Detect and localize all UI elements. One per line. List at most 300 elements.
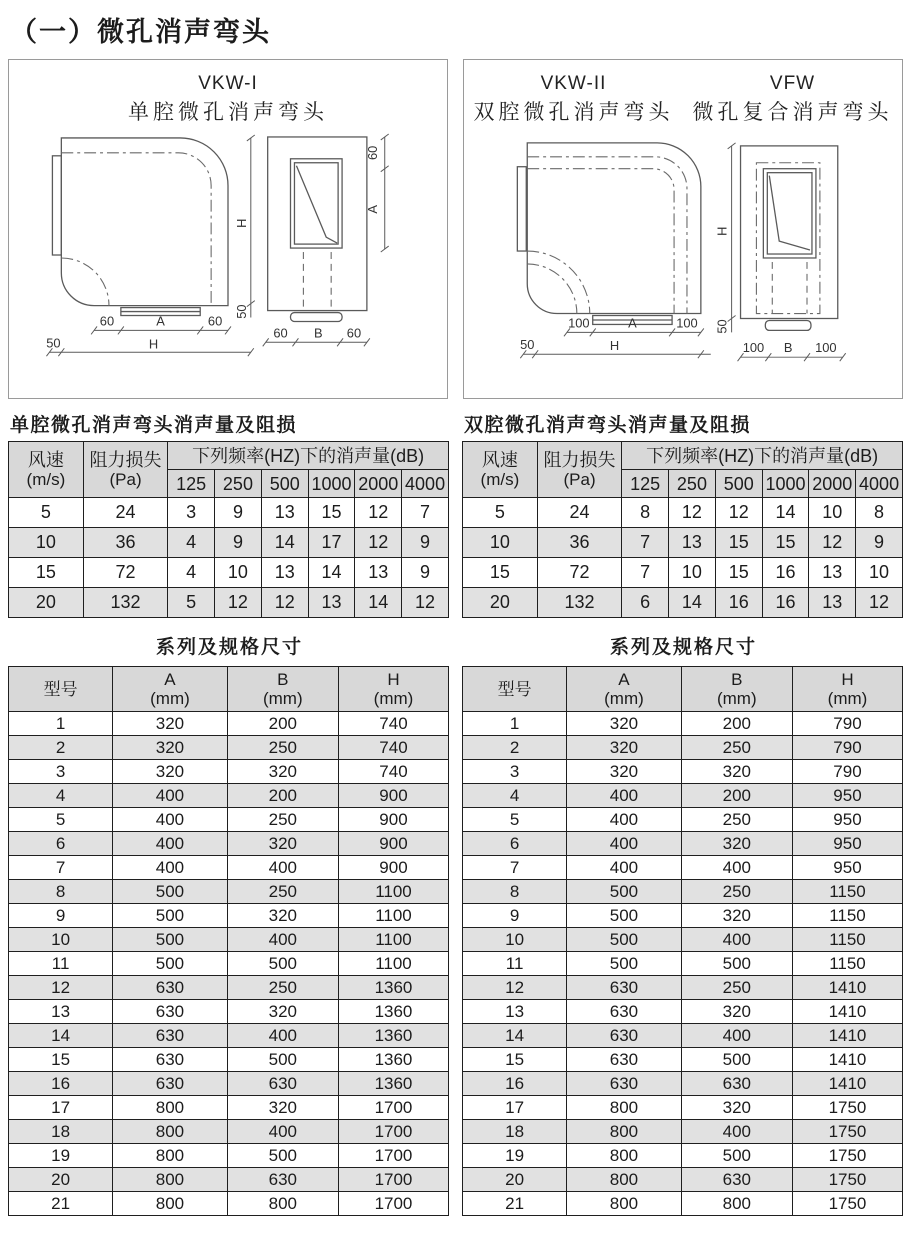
table-cell: 500 bbox=[567, 952, 681, 976]
table-cell: 320 bbox=[227, 904, 338, 928]
table-row bbox=[463, 712, 903, 736]
table-cell: 200 bbox=[227, 712, 338, 736]
model-code: VFW bbox=[769, 73, 816, 94]
table-cell: 15 bbox=[463, 1048, 567, 1072]
table-cell: 10 bbox=[669, 558, 716, 588]
table-cell: 17 bbox=[9, 1096, 113, 1120]
table-cell: 400 bbox=[113, 808, 227, 832]
table-cell: 1750 bbox=[792, 1120, 902, 1144]
table-title: 单腔微孔消声弯头消声量及阻损 bbox=[10, 415, 298, 436]
table-cell: 4 bbox=[168, 528, 215, 558]
table-cell: 800 bbox=[113, 1120, 227, 1144]
table-cell: 1750 bbox=[792, 1144, 902, 1168]
table-cell: 200 bbox=[681, 712, 792, 736]
table-cell: 1360 bbox=[338, 1000, 448, 1024]
table-cell: 6 bbox=[9, 832, 113, 856]
table-cell: 800 bbox=[567, 1120, 681, 1144]
model-name: 双腔微孔消声弯头 bbox=[473, 101, 674, 124]
table-cell: 900 bbox=[338, 784, 448, 808]
table-cell: 630 bbox=[227, 1168, 338, 1192]
table-cell: 250 bbox=[681, 736, 792, 760]
elbow-side-drawing bbox=[715, 143, 846, 361]
col-header-loss: 阻力损失 (Pa) bbox=[537, 442, 621, 498]
table-cell: 790 bbox=[792, 736, 902, 760]
table-cell: 630 bbox=[567, 1072, 681, 1096]
dim-label: B bbox=[783, 340, 793, 356]
table-cell: 1100 bbox=[338, 904, 448, 928]
table-row bbox=[463, 952, 903, 976]
table-cell: 12 bbox=[809, 528, 856, 558]
table-row bbox=[463, 588, 903, 618]
table-cell: 630 bbox=[113, 1048, 227, 1072]
dim-label: 50 bbox=[46, 335, 61, 351]
table-cell: 500 bbox=[227, 952, 338, 976]
col-header-loss: 阻力损失 (Pa) bbox=[83, 442, 167, 498]
table-cell: 12 bbox=[215, 588, 262, 618]
table-cell: 36 bbox=[537, 528, 621, 558]
table-row bbox=[9, 1072, 449, 1096]
table-cell: 320 bbox=[681, 760, 792, 784]
table-row bbox=[463, 856, 903, 880]
table-row bbox=[463, 760, 903, 784]
dim-label: 50 bbox=[233, 304, 249, 319]
table-cell: 72 bbox=[537, 558, 621, 588]
col-header-b: B (mm) bbox=[227, 667, 338, 712]
table-row bbox=[9, 760, 449, 784]
table-cell: 1150 bbox=[792, 952, 902, 976]
table-cell: 13 bbox=[261, 498, 308, 528]
col-header-freq: 1000 bbox=[308, 470, 355, 498]
table-row bbox=[9, 1192, 449, 1216]
table-cell: 630 bbox=[681, 1168, 792, 1192]
table-cell: 11 bbox=[463, 952, 567, 976]
table-cell: 1 bbox=[463, 712, 567, 736]
table-cell: 10 bbox=[9, 528, 84, 558]
table-cell: 800 bbox=[227, 1192, 338, 1216]
table-cell: 500 bbox=[681, 1144, 792, 1168]
table-cell: 900 bbox=[338, 856, 448, 880]
table-row bbox=[9, 1120, 449, 1144]
table-cell: 320 bbox=[681, 904, 792, 928]
table-title: 双腔微孔消声弯头消声量及阻损 bbox=[464, 415, 752, 436]
table-cell: 790 bbox=[792, 712, 902, 736]
col-header-freq: 250 bbox=[215, 470, 262, 498]
table-cell: 4 bbox=[9, 784, 113, 808]
col-header-h: H (mm) bbox=[792, 667, 902, 712]
dim-label: H bbox=[148, 336, 159, 352]
table-title: 系列及规格尺寸 bbox=[155, 637, 303, 658]
table-cell: 1360 bbox=[338, 1072, 448, 1096]
table-cell: 400 bbox=[567, 832, 681, 856]
table-cell: 500 bbox=[567, 928, 681, 952]
dim-label: A bbox=[628, 315, 637, 331]
table-cell: 7 bbox=[622, 558, 669, 588]
table-cell: 1150 bbox=[792, 928, 902, 952]
panel-vkw1-titles bbox=[9, 70, 447, 128]
table-cell: 4 bbox=[168, 558, 215, 588]
table-cell: 14 bbox=[669, 588, 716, 618]
panel-vkw2-vfw-titles bbox=[464, 70, 902, 128]
table-row bbox=[9, 528, 449, 558]
col-header-freq: 2000 bbox=[355, 470, 402, 498]
table-cell: 630 bbox=[113, 1000, 227, 1024]
model-name: 微孔复合消声弯头 bbox=[692, 101, 893, 124]
table-cell: 900 bbox=[338, 808, 448, 832]
col-header-freq: 4000 bbox=[402, 470, 449, 498]
table-cell: 630 bbox=[113, 976, 227, 1000]
table-cell: 24 bbox=[537, 498, 621, 528]
table-cell: 16 bbox=[762, 558, 809, 588]
noise-table-double bbox=[462, 441, 903, 618]
dim-label: 100 bbox=[568, 315, 590, 331]
table-cell: 17 bbox=[308, 528, 355, 558]
table-cell: 250 bbox=[227, 880, 338, 904]
table-cell: 9 bbox=[215, 498, 262, 528]
table-cell: 900 bbox=[338, 832, 448, 856]
vfw-title-block bbox=[683, 70, 902, 128]
table-cell: 320 bbox=[113, 736, 227, 760]
table-cell: 14 bbox=[762, 498, 809, 528]
vkw2-title-block bbox=[464, 70, 683, 128]
table-cell: 1700 bbox=[338, 1096, 448, 1120]
table-row bbox=[9, 904, 449, 928]
table-cell: 800 bbox=[567, 1168, 681, 1192]
col-header-speed: 风速 (m/s) bbox=[463, 442, 538, 498]
table-cell: 9 bbox=[402, 558, 449, 588]
dim-label: H bbox=[609, 338, 620, 354]
table-cell: 1410 bbox=[792, 1000, 902, 1024]
table-cell: 2 bbox=[463, 736, 567, 760]
table-cell: 400 bbox=[227, 1120, 338, 1144]
table-cell: 20 bbox=[9, 1168, 113, 1192]
table-cell: 400 bbox=[681, 928, 792, 952]
col-header-freq-group: 下列频率(HZ)下的消声量(dB) bbox=[622, 442, 903, 470]
table-cell: 11 bbox=[9, 952, 113, 976]
table-cell: 500 bbox=[113, 928, 227, 952]
table-cell: 13 bbox=[809, 588, 856, 618]
table-cell: 800 bbox=[681, 1192, 792, 1216]
table-cell: 200 bbox=[681, 784, 792, 808]
table-cell: 8 bbox=[9, 880, 113, 904]
col-header-a: A (mm) bbox=[567, 667, 681, 712]
table-cell: 400 bbox=[227, 928, 338, 952]
diagram-panels bbox=[8, 59, 903, 399]
noise-table-single-col bbox=[8, 410, 449, 618]
table-cell: 950 bbox=[792, 832, 902, 856]
table-cell: 250 bbox=[227, 976, 338, 1000]
table-cell: 800 bbox=[113, 1144, 227, 1168]
spec-tables-row bbox=[8, 632, 903, 1216]
table-row bbox=[463, 1072, 903, 1096]
table-cell: 12 bbox=[355, 498, 402, 528]
table-cell: 20 bbox=[9, 588, 84, 618]
table-cell: 24 bbox=[83, 498, 167, 528]
table-row bbox=[9, 784, 449, 808]
table-row bbox=[9, 880, 449, 904]
page-title: （一）微孔消声弯头 bbox=[10, 17, 271, 47]
table-cell: 3 bbox=[463, 760, 567, 784]
table-cell: 1700 bbox=[338, 1168, 448, 1192]
dim-label: 60 bbox=[273, 325, 288, 341]
table-cell: 500 bbox=[681, 952, 792, 976]
table-cell: 500 bbox=[227, 1048, 338, 1072]
col-header-h: H (mm) bbox=[338, 667, 448, 712]
table-row bbox=[463, 832, 903, 856]
table-row bbox=[9, 1168, 449, 1192]
table-cell: 10 bbox=[463, 528, 538, 558]
table-cell: 6 bbox=[463, 832, 567, 856]
table-cell: 8 bbox=[856, 498, 903, 528]
table-row bbox=[463, 528, 903, 558]
table-cell: 250 bbox=[681, 976, 792, 1000]
table-cell: 1410 bbox=[792, 1024, 902, 1048]
table-cell: 250 bbox=[227, 736, 338, 760]
table-cell: 1700 bbox=[338, 1192, 448, 1216]
table-cell: 21 bbox=[9, 1192, 113, 1216]
table-cell: 320 bbox=[681, 1000, 792, 1024]
table-cell: 1410 bbox=[792, 976, 902, 1000]
dim-label: 100 bbox=[815, 340, 837, 356]
table-cell: 740 bbox=[338, 736, 448, 760]
table-cell: 132 bbox=[83, 588, 167, 618]
table-cell: 12 bbox=[715, 498, 762, 528]
table-cell: 15 bbox=[715, 528, 762, 558]
table-cell: 16 bbox=[762, 588, 809, 618]
table-cell: 15 bbox=[762, 528, 809, 558]
table-cell: 400 bbox=[567, 808, 681, 832]
noise-table-double-col bbox=[462, 410, 903, 618]
table-cell: 400 bbox=[681, 1024, 792, 1048]
table-row bbox=[9, 736, 449, 760]
table-cell: 500 bbox=[567, 904, 681, 928]
table-row bbox=[463, 1168, 903, 1192]
table-cell: 5 bbox=[168, 588, 215, 618]
table-cell: 12 bbox=[261, 588, 308, 618]
table-cell: 790 bbox=[792, 760, 902, 784]
table-cell: 7 bbox=[463, 856, 567, 880]
col-header-b: B (mm) bbox=[681, 667, 792, 712]
model-name: 单腔微孔消声弯头 bbox=[128, 101, 328, 124]
table-cell: 12 bbox=[355, 528, 402, 558]
table-cell: 630 bbox=[227, 1072, 338, 1096]
elbow-plan-drawing bbox=[46, 135, 255, 356]
dim-label: A bbox=[156, 313, 165, 329]
dim-label: 60 bbox=[364, 145, 380, 160]
col-header-freq-group: 下列频率(HZ)下的消声量(dB) bbox=[168, 442, 449, 470]
table-row bbox=[9, 1000, 449, 1024]
table-cell: 320 bbox=[681, 1096, 792, 1120]
table-cell: 10 bbox=[463, 928, 567, 952]
table-row bbox=[9, 856, 449, 880]
table-cell: 5 bbox=[9, 498, 84, 528]
table-cell: 14 bbox=[308, 558, 355, 588]
table-cell: 36 bbox=[83, 528, 167, 558]
table-cell: 21 bbox=[463, 1192, 567, 1216]
table-cell: 1360 bbox=[338, 976, 448, 1000]
table-cell: 500 bbox=[113, 952, 227, 976]
table-cell: 1100 bbox=[338, 952, 448, 976]
spec-table-single-col bbox=[8, 632, 449, 1216]
table-cell: 6 bbox=[622, 588, 669, 618]
table-cell: 250 bbox=[681, 808, 792, 832]
table-cell: 12 bbox=[9, 976, 113, 1000]
elbow-side-drawing bbox=[263, 134, 389, 346]
table-cell: 132 bbox=[537, 588, 621, 618]
table-row bbox=[9, 1096, 449, 1120]
table-cell: 250 bbox=[227, 808, 338, 832]
table-cell: 400 bbox=[567, 784, 681, 808]
table-cell: 7 bbox=[622, 528, 669, 558]
dim-label: 50 bbox=[520, 337, 535, 353]
col-header-freq: 125 bbox=[622, 470, 669, 498]
table-cell: 9 bbox=[402, 528, 449, 558]
table-cell: 400 bbox=[227, 856, 338, 880]
table-cell: 1360 bbox=[338, 1024, 448, 1048]
table-cell: 14 bbox=[355, 588, 402, 618]
dim-label: 50 bbox=[714, 319, 730, 334]
table-cell: 320 bbox=[567, 712, 681, 736]
table-cell: 320 bbox=[567, 736, 681, 760]
col-header-model: 型号 bbox=[463, 667, 567, 712]
table-cell: 15 bbox=[9, 1048, 113, 1072]
table-cell: 14 bbox=[9, 1024, 113, 1048]
dim-label: 100 bbox=[742, 340, 765, 356]
model-code: VKW-I bbox=[198, 73, 258, 94]
col-header-speed: 风速 (m/s) bbox=[9, 442, 84, 498]
col-header-freq: 500 bbox=[715, 470, 762, 498]
table-cell: 15 bbox=[463, 558, 538, 588]
table-cell: 13 bbox=[9, 1000, 113, 1024]
table-row bbox=[463, 1192, 903, 1216]
table-cell: 2 bbox=[9, 736, 113, 760]
table-cell: 13 bbox=[308, 588, 355, 618]
table-cell: 320 bbox=[113, 760, 227, 784]
table-row bbox=[463, 1048, 903, 1072]
table-cell: 800 bbox=[567, 1096, 681, 1120]
table-cell: 13 bbox=[355, 558, 402, 588]
table-row bbox=[9, 558, 449, 588]
col-header-freq: 2000 bbox=[809, 470, 856, 498]
table-title: 系列及规格尺寸 bbox=[609, 637, 757, 658]
table-row bbox=[463, 928, 903, 952]
table-cell: 18 bbox=[9, 1120, 113, 1144]
col-header-freq: 125 bbox=[168, 470, 215, 498]
table-cell: 630 bbox=[567, 976, 681, 1000]
table-cell: 14 bbox=[463, 1024, 567, 1048]
noise-table-single bbox=[8, 441, 449, 618]
table-cell: 320 bbox=[567, 760, 681, 784]
table-cell: 500 bbox=[113, 880, 227, 904]
dim-label: 60 bbox=[346, 325, 362, 341]
table-row bbox=[9, 928, 449, 952]
table-cell: 3 bbox=[9, 760, 113, 784]
table-cell: 12 bbox=[669, 498, 716, 528]
table-cell: 15 bbox=[9, 558, 84, 588]
table-cell: 740 bbox=[338, 760, 448, 784]
col-header-model: 型号 bbox=[9, 667, 113, 712]
table-cell: 12 bbox=[463, 976, 567, 1000]
dim-label: H bbox=[233, 218, 249, 228]
table-row bbox=[9, 832, 449, 856]
table-cell: 630 bbox=[567, 1024, 681, 1048]
table-cell: 400 bbox=[681, 856, 792, 880]
table-cell: 5 bbox=[463, 808, 567, 832]
table-cell: 13 bbox=[261, 558, 308, 588]
table-cell: 1150 bbox=[792, 880, 902, 904]
col-header-freq: 250 bbox=[669, 470, 716, 498]
table-cell: 400 bbox=[681, 1120, 792, 1144]
table-row bbox=[463, 1024, 903, 1048]
table-cell: 1150 bbox=[792, 904, 902, 928]
table-cell: 320 bbox=[227, 760, 338, 784]
table-cell: 500 bbox=[227, 1144, 338, 1168]
table-cell: 10 bbox=[215, 558, 262, 588]
table-cell: 630 bbox=[113, 1072, 227, 1096]
table-cell: 950 bbox=[792, 784, 902, 808]
table-cell: 800 bbox=[567, 1144, 681, 1168]
table-row bbox=[9, 588, 449, 618]
col-header-a: A (mm) bbox=[113, 667, 227, 712]
table-cell: 630 bbox=[681, 1072, 792, 1096]
table-cell: 12 bbox=[856, 588, 903, 618]
spec-table-single bbox=[8, 666, 449, 1216]
table-cell: 13 bbox=[809, 558, 856, 588]
table-cell: 20 bbox=[463, 588, 538, 618]
dim-label: A bbox=[364, 205, 380, 214]
table-row bbox=[9, 1144, 449, 1168]
table-cell: 1100 bbox=[338, 928, 448, 952]
table-cell: 9 bbox=[9, 904, 113, 928]
table-cell: 16 bbox=[715, 588, 762, 618]
table-row bbox=[463, 498, 903, 528]
table-row bbox=[463, 558, 903, 588]
table-cell: 1360 bbox=[338, 1048, 448, 1072]
table-cell: 630 bbox=[113, 1024, 227, 1048]
table-cell: 800 bbox=[113, 1192, 227, 1216]
table-row bbox=[463, 880, 903, 904]
table-cell: 10 bbox=[809, 498, 856, 528]
vkw2-vfw-drawing bbox=[464, 132, 902, 380]
dim-label: 100 bbox=[676, 315, 698, 331]
table-cell: 1700 bbox=[338, 1144, 448, 1168]
spec-table-double-col bbox=[462, 632, 903, 1216]
table-row bbox=[9, 1048, 449, 1072]
col-header-freq: 500 bbox=[261, 470, 308, 498]
table-cell: 3 bbox=[168, 498, 215, 528]
model-code: VKW-II bbox=[540, 73, 607, 94]
table-cell: 5 bbox=[9, 808, 113, 832]
table-cell: 1 bbox=[9, 712, 113, 736]
table-cell: 630 bbox=[567, 1000, 681, 1024]
spec-table-double bbox=[462, 666, 903, 1216]
panel-vkw2-vfw bbox=[463, 59, 903, 399]
table-cell: 16 bbox=[463, 1072, 567, 1096]
table-cell: 8 bbox=[622, 498, 669, 528]
table-cell: 1750 bbox=[792, 1096, 902, 1120]
table-cell: 320 bbox=[227, 1096, 338, 1120]
table-cell: 400 bbox=[567, 856, 681, 880]
table-cell: 1100 bbox=[338, 880, 448, 904]
table-cell: 9 bbox=[856, 528, 903, 558]
table-cell: 15 bbox=[715, 558, 762, 588]
panel-vkw1 bbox=[8, 59, 448, 399]
table-cell: 19 bbox=[463, 1144, 567, 1168]
table-cell: 14 bbox=[261, 528, 308, 558]
table-cell: 72 bbox=[83, 558, 167, 588]
table-cell: 17 bbox=[463, 1096, 567, 1120]
noise-tables-row bbox=[8, 410, 903, 618]
dim-label: 60 bbox=[207, 313, 223, 329]
